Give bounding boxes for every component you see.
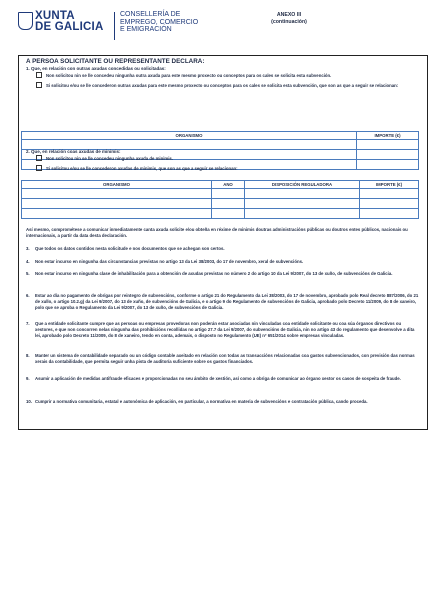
q2-option-2[interactable] <box>36 166 416 172</box>
declaration-item <box>26 271 420 277</box>
item-text: Manter un sistema de contabilidade separado ou un código contable axeitado en relación con todas as transaccións relacionadas coa gastos subvencionados, con previsión das normas xerais da contabilidade, que permita seguir unha pista de auditoría suficiente sobre os gastos financiados. <box>35 353 415 365</box>
item-number: 10. <box>26 399 32 404</box>
item-number: 3. <box>26 246 30 251</box>
dept-line-3: E EMIGRACIÓN <box>120 26 172 33</box>
declaration-box <box>18 55 428 430</box>
item-text: Cumprir a normativa comunitaria, estatal e autonómica de aplicación, en particular, a normativa en materia de subvencións e contratación pública, cando proceda. <box>35 399 368 404</box>
q1-option-2-checkbox[interactable] <box>36 82 42 88</box>
commitment-text: Así mesmo, comprométese a comunicar inmediatamente canta axuda solicite e/ou obteña en réxime de minimis doutras administracións públicas ou doutros entes públicos, nacionais ou internacionais, a partir da data desta declaración. <box>26 227 408 239</box>
annex-subtitle: (continuación) <box>271 19 307 25</box>
minimis-row <box>22 199 419 209</box>
logo-line-2: DE GALICIA <box>35 21 104 33</box>
q1-option-1[interactable] <box>36 73 416 79</box>
item-number: 5. <box>26 271 30 276</box>
item-text: Asumir a aplicación de medidas antifraude eficaces e proporcionadas no seu ámbito de xestión, así como a obriga de comunicar ao órgano xestor os casos de sospeita de fraude. <box>35 376 401 381</box>
item-number: 9. <box>26 376 30 381</box>
header-divider <box>114 12 115 40</box>
item-number: 6. <box>26 293 30 298</box>
item-number: 8. <box>26 353 30 358</box>
q2-option-1-label: Non solicitou nin se lle concedeu ningunha axuda de minimis. <box>46 156 174 161</box>
aids-col-organismo: ORGANISMO <box>22 132 357 140</box>
minimis-row <box>22 209 419 219</box>
declaration-item <box>26 353 420 365</box>
q1-option-2-label: Si solicitou e/ou se lle concederon outras axudas para este mesmo proxecto ou conceptos para os cales se solicita esta subvención, que son as que a seguir se relacionan: <box>46 83 399 88</box>
item-number: 4. <box>26 259 30 264</box>
minimis-col-ano: ANO <box>212 181 245 189</box>
item-number: 7. <box>26 321 30 326</box>
declaration-item <box>26 376 420 382</box>
declaration-item <box>26 259 420 265</box>
q2-option-1-checkbox[interactable] <box>36 155 42 161</box>
minimis-row <box>22 189 419 199</box>
q2-option-2-checkbox[interactable] <box>36 165 42 171</box>
coat-of-arms-icon <box>18 12 33 30</box>
section-title: A PERSOA SOLICITANTE OU REPRESENTANTE DECLARA: <box>26 58 205 65</box>
item-text: Que todos os datos contidos nesta solicitude e nos documentos que se achegan son certos. <box>35 246 225 251</box>
q1-option-1-label: Non solicitou nin se lle concedeu ningunha outra axuda para este mesmo proxecto ou conceptos para os cales se solicita esta subvención. <box>46 73 332 78</box>
logo-line-1: XUNTA <box>35 10 75 22</box>
minimis-table <box>21 180 419 219</box>
q1-option-2[interactable] <box>36 83 416 89</box>
minimis-col-disposicion: DISPOSICIÓN REGULADORA <box>245 181 360 189</box>
item-text: Non estar incurso en ningunha clase de inhabilitación para a obtención de axudas previstas no número 2 do artigo 10 da Lei 9/2007, do 13 de xuño, de subvencións de Galicia. <box>35 271 393 276</box>
item-text: Non estar incurso en ningunha das circunstancias previstas no artigo 13 da Lei 38/2003, do 17 de novembro, xeral de subvencións. <box>35 259 304 264</box>
declaration-item <box>26 246 420 252</box>
item-text: Estar ao día no pagamento de obrigas por reintegro de subvencións, conforme o artigo 21 do Regulamento da Lei 38/2003, do 17 de novembro, aprobado polo Real decreto 887/2006, do 21 de xullo, o artigo 10.2.g) da Lei 9/2007, do 13 de xuño, de subvencións de Galicia, e o artigo 9 do Regulamento de subvencións de Galicia, aprobado polo Decreto 11/2009, do 8 de xaneiro, polo que se aproba o Regulamento da Lei 9/2007, do 13 de xuño, de subvencións de Galicia. <box>35 293 419 311</box>
department-name <box>120 11 198 34</box>
aids-col-importe: IMPORTE (€) <box>357 132 419 140</box>
q1-option-1-checkbox[interactable] <box>36 72 42 78</box>
page-header <box>18 10 428 48</box>
aids-row <box>22 140 419 150</box>
item-text: Que a entidade solicitante cumpre que as persoas ou empresas provedoras non poderán estar asociadas nin vinculadas coa entidade solicitante ou coa súa órganos directivos ou xestores, e que non concorren nelas ningunha das prohibicións recollidas no artigo 27.7 da Lei 9/2007, do subvencións de Galicia, nin no artigo 43 do regulamento que desenvolve a dita lei, aprobado polo Decreto 11/2009, do 8 de xaneiro, tendo en conta, ademais, o disposto no Regulamento (UE) nº 651/2014 sobre empresas vinculadas. <box>35 321 415 339</box>
minimis-col-organismo: ORGANISMO <box>22 181 212 189</box>
annex-title: ANEXO III <box>276 12 302 18</box>
annex-label <box>264 12 314 26</box>
xunta-logo <box>18 11 114 45</box>
q2-option-1[interactable] <box>36 156 416 162</box>
dept-line-1: CONSELLERÍA DE <box>120 11 181 18</box>
dept-line-2: EMPREGO, COMERCIO <box>120 18 199 26</box>
question-2: 2. Que, en relación coas axudas de minimis: <box>26 149 121 154</box>
declaration-item <box>26 293 420 312</box>
declaration-item <box>26 321 420 340</box>
minimis-col-importe: IMPORTE (€) <box>360 181 419 189</box>
declaration-item <box>26 399 420 405</box>
q2-option-2-label: Si solicitou e/ou se lle concederon axudas de minimis, que son as que a seguir se relacionan: <box>46 166 238 171</box>
question-1: 1. Que, en relación con outras axudas concedidas ou solicitadas: <box>26 66 166 71</box>
